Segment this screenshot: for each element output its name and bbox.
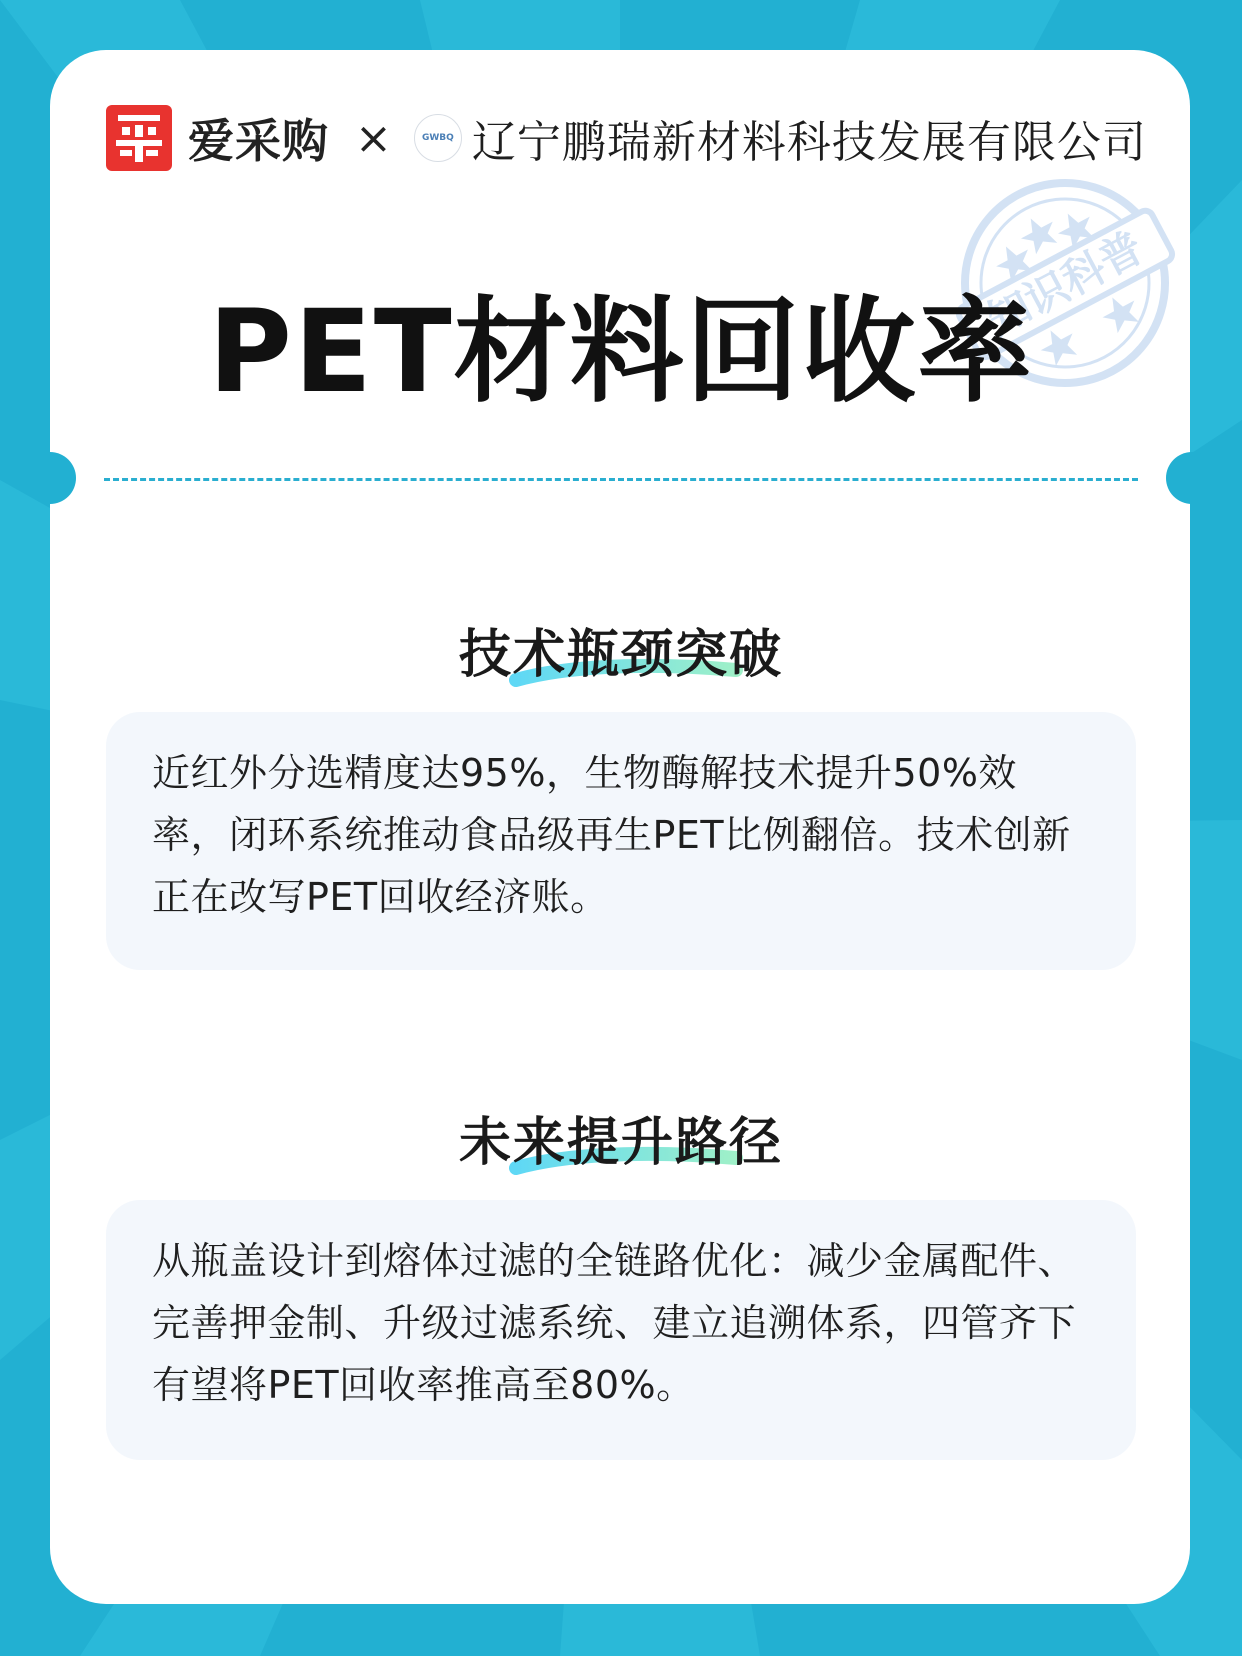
- partner-logo-icon: [414, 114, 462, 162]
- partner-company-name: 辽宁鹏瑞新材料科技发展有限公司: [471, 117, 1147, 168]
- section-panel-2: [106, 1200, 1136, 1460]
- brand-header: [106, 104, 1147, 172]
- collab-separator: ×: [355, 112, 392, 164]
- section-heading-text: 未来提升路径: [458, 1113, 783, 1173]
- page-title: PET材料回收率: [208, 285, 1034, 418]
- section-heading-2: [0, 1100, 1242, 1175]
- partner-logo-text: GWBQ: [421, 133, 454, 143]
- dashed-divider: [104, 478, 1138, 481]
- brand-name: 爱采购: [188, 114, 329, 168]
- svg-text:知识科普: 知识科普: [979, 222, 1151, 345]
- aicaigou-logo-icon: [106, 105, 172, 171]
- section-body-text: 近红外分选精度达95%，生物酶解技术提升50%效率，闭环系统推动食品级再生PET比例翻倍。技术创新正在改写PET回收经济账。: [152, 751, 1071, 919]
- ticket-notch-right: [1166, 452, 1218, 504]
- section-panel-1: [106, 712, 1136, 970]
- section-heading-1: [0, 612, 1242, 687]
- ticket-notch-left: [24, 452, 76, 504]
- section-heading-text: 技术瓶颈突破: [458, 625, 783, 685]
- section-body-text: 从瓶盖设计到熔体过滤的全链路优化：减少金属配件、完善押金制、升级过滤系统、建立追溯体系，四管齐下有望将PET回收率推高至80%。: [152, 1239, 1077, 1407]
